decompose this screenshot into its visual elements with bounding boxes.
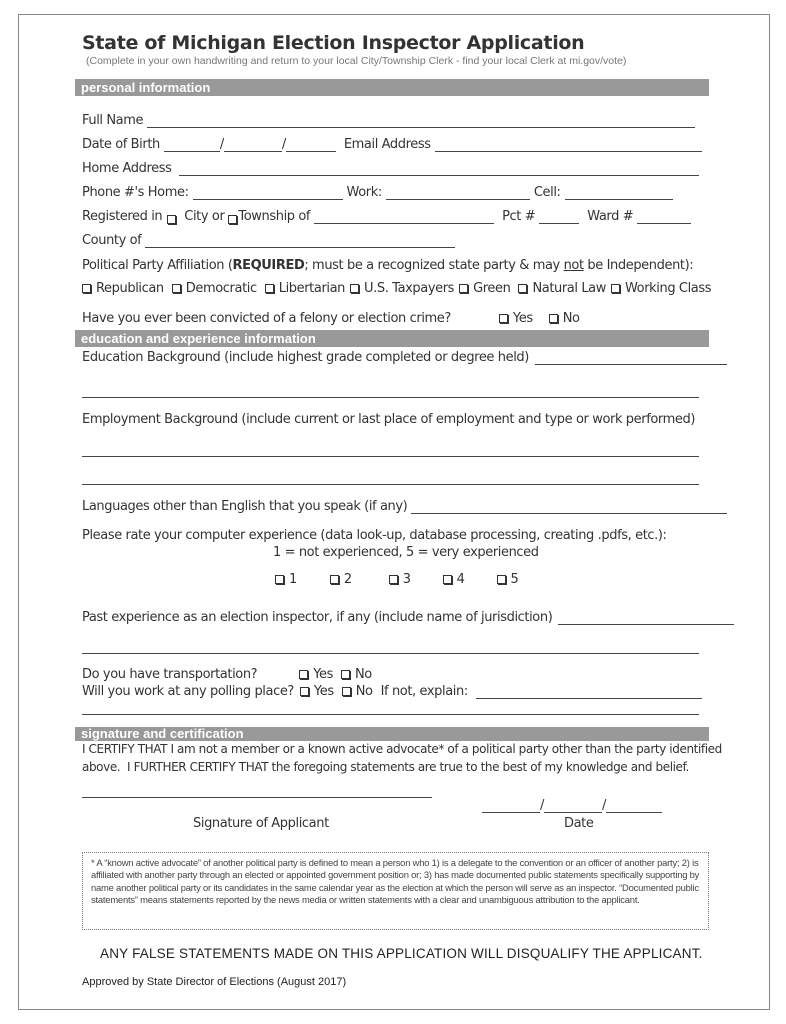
checkbox-icon[interactable]	[459, 284, 468, 293]
languages-field[interactable]	[411, 501, 727, 514]
registered-in-label: Registered in	[82, 209, 163, 224]
polling-no-option[interactable]	[342, 684, 373, 699]
polling-yes-option[interactable]	[300, 684, 334, 699]
party-option-natural-law[interactable]	[518, 281, 606, 296]
section-header-education: education and experience information	[75, 330, 709, 347]
certify-line-1	[82, 742, 722, 756]
dob-month-field[interactable]	[164, 139, 220, 152]
city-or-label: City or	[184, 209, 225, 224]
signature-field[interactable]	[82, 797, 432, 798]
full-name-row	[82, 113, 695, 128]
ward-label: Ward #	[587, 209, 634, 224]
party-option-label: Working Class	[624, 281, 712, 296]
phone-work-label: Work:	[346, 185, 382, 200]
rating-label: 2	[343, 572, 352, 587]
languages-row	[82, 499, 727, 514]
pct-label: Pct #	[502, 209, 536, 224]
checkbox-icon[interactable]	[611, 284, 620, 293]
yes-label: Yes	[313, 667, 333, 682]
checkbox-icon[interactable]	[443, 575, 452, 584]
party-option-working-class[interactable]	[611, 281, 711, 296]
party-option-label: Natural Law	[532, 281, 606, 296]
approved-text: Approved by State Director of Elections (August 2017)	[82, 976, 347, 988]
computer-rating-row	[275, 572, 518, 587]
computer-question: Please rate your computer experience (data look-up, database processing, creating .pdfs, etc.):	[82, 528, 667, 543]
date-field-row: / /	[482, 798, 662, 813]
ward-field[interactable]	[637, 211, 691, 224]
rating-label: 4	[456, 572, 465, 587]
no-label: No	[355, 684, 373, 699]
felony-row	[82, 311, 580, 326]
party-required-text: REQUIRED	[232, 258, 305, 273]
city-checkbox[interactable]	[167, 215, 176, 224]
party-label-text: be Independent):	[583, 258, 694, 273]
no-label: No	[562, 311, 580, 326]
employment-field-line-2[interactable]	[82, 484, 699, 485]
full-name-field[interactable]	[147, 115, 695, 128]
registered-row	[82, 209, 691, 224]
county-label: County of	[82, 233, 142, 248]
email-field[interactable]	[435, 139, 702, 152]
dob-day-field[interactable]	[224, 139, 282, 152]
party-option-label: Libertarian	[278, 281, 346, 296]
checkbox-icon[interactable]	[499, 314, 508, 323]
full-name-label: Full Name	[82, 113, 144, 128]
rating-label: 3	[402, 572, 411, 587]
footnote-box: * A “known active advocate” of another political party is defined to mean a person who 1) is a delegate to the convention or an officer of another party; 2) is affiliated with another party through an elected or appointed government position or; 3) has made documented public statements specifically supporting by name another political party or its candidates in the same calendar year as the election at which the person will serve as an inspector. “Documented public statements” means statements reported by the news media or written statements with a clear and unambiguous attribution to the applicant.	[82, 852, 709, 930]
checkbox-icon[interactable]	[549, 314, 558, 323]
rating-option-3[interactable]	[389, 572, 411, 587]
party-option-green[interactable]	[459, 281, 510, 296]
checkbox-icon[interactable]	[350, 284, 359, 293]
explain-field-line-2[interactable]	[82, 714, 699, 715]
party-option-label: Republican	[96, 281, 164, 296]
signature-label: Signature of Applicant	[193, 816, 329, 831]
date-label-row	[564, 816, 593, 831]
employment-field-line-1[interactable]	[82, 456, 699, 457]
employment-label: Employment Background (include current or last place of employment and type or work performed)	[82, 412, 696, 427]
warning-text: ANY FALSE STATEMENTS MADE ON THIS APPLICATION WILL DISQUALIFY THE APPLICANT.	[100, 946, 703, 961]
employment-row	[82, 412, 695, 427]
certify-line-2	[82, 760, 689, 774]
no-label: No	[354, 667, 372, 682]
education-row	[82, 350, 727, 365]
past-experience-field[interactable]	[558, 612, 734, 625]
phone-cell-field[interactable]	[565, 187, 673, 200]
checkbox-icon[interactable]	[300, 687, 309, 696]
polling-place-row	[82, 684, 702, 699]
home-address-row	[82, 161, 699, 176]
education-label: Education Background (include highest grade completed or degree held)	[82, 350, 529, 365]
checkbox-icon[interactable]	[265, 284, 274, 293]
home-address-label: Home Address	[82, 161, 172, 176]
email-label: Email Address	[343, 137, 431, 152]
education-field[interactable]	[535, 352, 727, 365]
checkbox-icon[interactable]	[330, 575, 339, 584]
computer-scale: 1 = not experienced, 5 = very experienced	[273, 545, 539, 560]
party-not-text: not	[563, 258, 584, 273]
past-experience-label: Past experience as an election inspector, if any (include name of jurisdiction)	[82, 610, 553, 625]
date-day-field[interactable]	[544, 800, 602, 813]
party-option-democratic[interactable]	[172, 281, 257, 296]
party-option-label: Green	[473, 281, 511, 296]
felony-yes-option[interactable]	[499, 311, 533, 326]
pct-field[interactable]	[539, 211, 579, 224]
dob-email-row: Date of Birth / / Email Address	[82, 137, 702, 152]
felony-no-option[interactable]	[549, 311, 580, 326]
past-experience-row	[82, 610, 734, 625]
home-address-field[interactable]	[179, 163, 699, 176]
rating-label: 5	[510, 572, 519, 587]
transportation-row	[82, 667, 372, 682]
felony-question: Have you ever been convicted of a felony or election crime?	[82, 311, 451, 326]
computer-question-row	[82, 528, 667, 543]
phone-work-field[interactable]	[386, 187, 530, 200]
yes-label: Yes	[512, 311, 533, 326]
transportation-yes-option[interactable]	[299, 667, 333, 682]
transportation-label: Do you have transportation?	[82, 667, 258, 682]
township-checkbox[interactable]	[228, 215, 237, 224]
party-option-libertarian[interactable]	[265, 281, 345, 296]
checkbox-icon[interactable]	[299, 670, 308, 679]
party-option-us-taxpayers[interactable]	[350, 281, 454, 296]
date-year-field[interactable]	[606, 800, 662, 813]
computer-scale-row	[273, 545, 539, 560]
checkbox-icon[interactable]	[389, 575, 398, 584]
checkbox-icon[interactable]	[518, 284, 527, 293]
rating-option-2[interactable]	[330, 572, 352, 587]
checkbox-icon[interactable]	[172, 284, 181, 293]
checkbox-icon[interactable]	[497, 575, 506, 584]
rating-option-1[interactable]	[275, 572, 297, 587]
explain-field[interactable]	[476, 686, 702, 699]
date-month-field[interactable]	[482, 800, 540, 813]
form-title: State of Michigan Election Inspector Application	[82, 32, 585, 54]
phone-home-label: Phone #'s Home:	[82, 185, 189, 200]
rating-option-4[interactable]	[443, 572, 465, 587]
certify-text: above. I FURTHER CERTIFY THAT the foregoing statements are true to the best of my knowledge and belief.	[82, 760, 689, 774]
education-field-line-2[interactable]	[82, 397, 699, 398]
rating-option-5[interactable]	[497, 572, 519, 587]
rating-label: 1	[289, 572, 297, 587]
form-subtitle: (Complete in your own handwriting and return to your local City/Township Clerk - find your local Clerk at mi.gov/vote)	[86, 55, 627, 67]
phone-home-field[interactable]	[193, 187, 343, 200]
past-experience-field-line-2[interactable]	[82, 653, 699, 654]
phone-cell-label: Cell:	[533, 185, 561, 200]
section-header-personal: personal information	[75, 79, 709, 96]
yes-label: Yes	[313, 684, 334, 699]
section-header-signature: signature and certification	[75, 727, 709, 741]
signature-label-row	[193, 816, 329, 831]
polling-place-label: Will you work at any polling place?	[82, 684, 294, 699]
checkbox-icon[interactable]	[275, 575, 284, 584]
checkbox-icon[interactable]	[341, 670, 350, 679]
party-option-label: Democratic	[185, 281, 257, 296]
party-option-label: U.S. Taxpayers	[364, 281, 455, 296]
phone-row	[82, 185, 673, 200]
dob-year-field[interactable]	[286, 139, 336, 152]
county-row	[82, 233, 455, 248]
party-label-text: ; must be a recognized state party & may	[304, 258, 564, 273]
dob-label: Date of Birth	[82, 137, 160, 152]
county-field[interactable]	[145, 235, 455, 248]
certify-text: I CERTIFY THAT I am not a member or a known active advocate* of a political party other than the party identified	[82, 742, 722, 756]
if-not-explain-label: If not, explain:	[380, 684, 468, 699]
township-of-label: Township of	[238, 209, 311, 224]
township-field[interactable]	[314, 211, 494, 224]
party-option-republican[interactable]	[82, 281, 164, 296]
checkbox-icon[interactable]	[82, 284, 91, 293]
party-label-row	[82, 258, 693, 273]
languages-label: Languages other than English that you speak (if any)	[82, 499, 408, 514]
party-options-row	[82, 281, 711, 296]
transportation-no-option[interactable]	[341, 667, 372, 682]
date-label: Date	[564, 816, 594, 831]
party-label-text: Political Party Affiliation (	[82, 258, 233, 273]
checkbox-icon[interactable]	[342, 687, 351, 696]
